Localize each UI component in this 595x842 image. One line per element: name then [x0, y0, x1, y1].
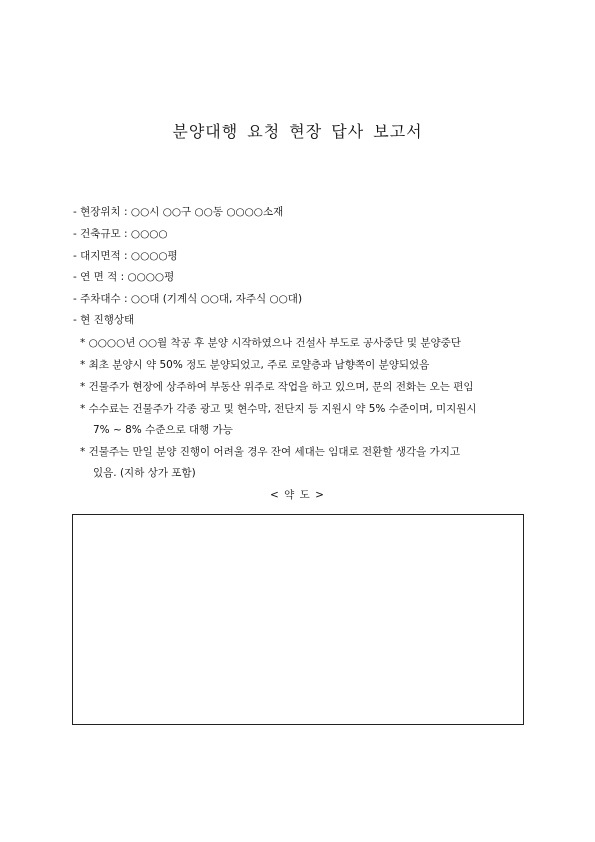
status-note-initial-sales: * 최초 분양시 약 50% 정도 분양되었고, 주로 로얄층과 남향쪽이 분양되었음 — [80, 359, 430, 371]
item-site-location: - 현장위치 : ○○시 ○○구 ○○동 ○○○○소재 — [73, 206, 284, 218]
item-building-scale: - 건축규모 : ○○○○ — [73, 228, 168, 240]
status-note-construction: * ○○○○년 ○○월 착공 후 분양 시작하였으나 건설사 부도로 공사중단 및 분양중단 — [80, 337, 461, 349]
document-title: 분양대행 요청 현장 답사 보고서 — [172, 122, 423, 141]
item-current-status: - 현 진행상태 — [73, 314, 135, 326]
item-land-area: - 대지면적 : ○○○○평 — [73, 250, 178, 262]
status-note-commission: * 수수료는 건물주가 각종 광고 및 현수막, 전단지 등 지원시 약 5% 수준이며, 미지원시 — [80, 403, 477, 415]
item-total-floor-area: - 연 면 적 : ○○○○평 — [73, 271, 175, 283]
status-note-lease-plan: * 건물주는 만일 분양 진행이 어려울 경우 잔여 세대는 임대로 전환할 생각을 가지고 — [80, 446, 461, 458]
status-note-lease-plan-cont: 있음. (지하 상가 포함) — [93, 467, 196, 479]
item-parking: - 주차대수 : ○○대 (기계식 ○○대, 자주식 ○○대) — [73, 293, 303, 305]
status-note-commission-cont: 7% ~ 8% 수준으로 대행 가능 — [93, 424, 233, 436]
sketch-caption: < 약 도 > — [270, 489, 325, 501]
sketch-map-box — [72, 514, 524, 725]
status-note-owner: * 건물주가 현장에 상주하여 부동산 위주로 작업을 하고 있으며, 문의 전화는 오는 편임 — [80, 381, 474, 393]
